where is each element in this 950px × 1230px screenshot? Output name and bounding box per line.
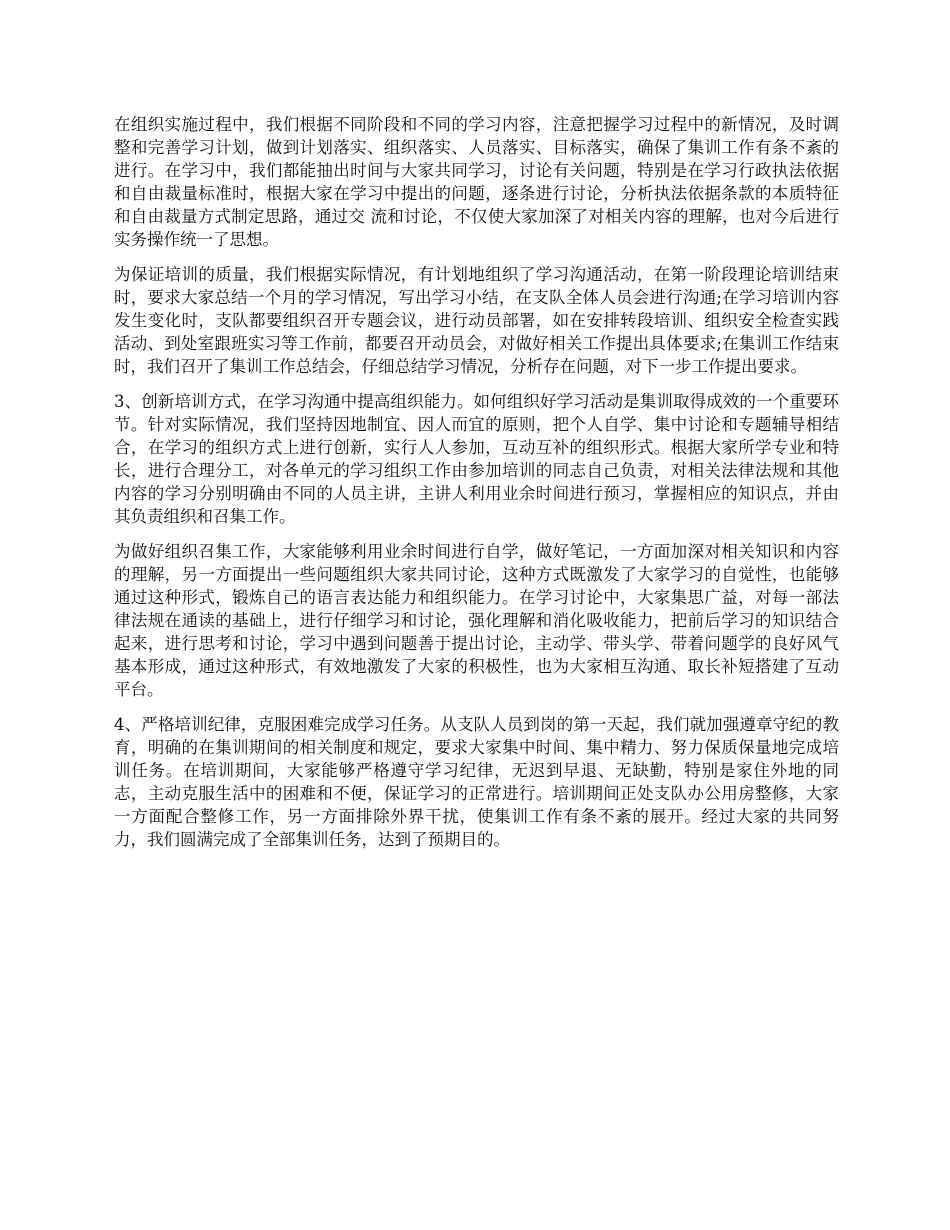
- paragraph-2: 为保证培训的质量，我们根据实际情况，有计划地组织了学习沟通活动，在第一阶段理论培训结束时，要求大家总结一个月的学习情况，写出学习小结，在支队全体人员会进行沟通;在学习培训内容发生变化时，支队都要组织召开专题会议，进行动员部署，如在安排转段培训、组织安全检查实践活动、到处室跟班实习等工作前，都要召开动员会，对做好相关工作提出具体要求;在集训工作结束时，我们召开了集训工作总结会，仔细总结学习情况，分析存在问题，对下一步工作提出要求。: [114, 265, 839, 376]
- paragraph-4: 为做好组织召集工作，大家能够利用业余时间进行自学，做好笔记，一方面加深对相关知识和内容的理解，另一方面提出一些问题组织大家共同讨论，这种方式既激发了大家学习的自觉性，也能够通过这种形式，锻炼自己的语言表达能力和组织能力。在学习讨论中，大家集思广益，对每一部法律法规在通读的基础上，进行仔细学习和讨论，强化理解和消化吸收能力，把前后学习的知识结合起来，进行思考和讨论，学习中遇到问题善于提出讨论，主动学、带头学、带着问题学的良好风气基本形成，通过这种形式，有效地激发了大家的积极性，也为大家相互沟通、取长补短搭建了互动平台。: [114, 542, 839, 699]
- document-body: [114, 113, 839, 863]
- paragraph-3: 3、创新培训方式，在学习沟通中提高组织能力。如何组织好学习活动是集训取得成效的一个重要环节。针对实际情况，我们坚持因地制宜、因人而宜的原则，把个人自学、集中讨论和专题辅导相结合，在学习的组织方式上进行创新，实行人人参加，互动互补的组织形式。根据大家所学专业和特长，进行合理分工，对各单元的学习组织工作由参加培训的同志自己负责，对相关法律法规和其他内容的学习分别明确由不同的人员主讲，主讲人利用业余时间进行预习，掌握相应的知识点，并由其负责组织和召集工作。: [114, 392, 839, 526]
- paragraph-5: 4、严格培训纪律，克服困难完成学习任务。从支队人员到岗的第一天起，我们就加强遵章守纪的教育，明确的在集训期间的相关制度和规定，要求大家集中时间、集中精力、努力保质保量地完成培训任务。在培训期间，大家能够严格遵守学习纪律，无迟到早退、无缺勤，特别是家住外地的同志，主动克服生活中的困难和不便，保证学习的正常进行。培训期间正处支队办公用房整修，大家一方面配合整修工作，另一方面排除外界干扰，使集训工作有条不紊的展开。经过大家的共同努力，我们圆满完成了全部集训任务，达到了预期目的。: [114, 715, 839, 849]
- paragraph-1: 在组织实施过程中，我们根据不同阶段和不同的学习内容，注意把握学习过程中的新情况，及时调整和完善学习计划，做到计划落实、组织落实、人员落实、目标落实，确保了集训工作有条不紊的进行。在学习中，我们都能抽出时间与大家共同学习，讨论有关问题，特别是在学习行政执法依据和自由裁量标准时，根据大家在学习中提出的问题，逐条进行讨论，分析执法依据条款的本质特征和自由裁量方式制定思路，通过交 流和讨论，不仅使大家加深了对相关内容的理解，也对今后进行实务操作统一了思想。: [114, 115, 839, 249]
